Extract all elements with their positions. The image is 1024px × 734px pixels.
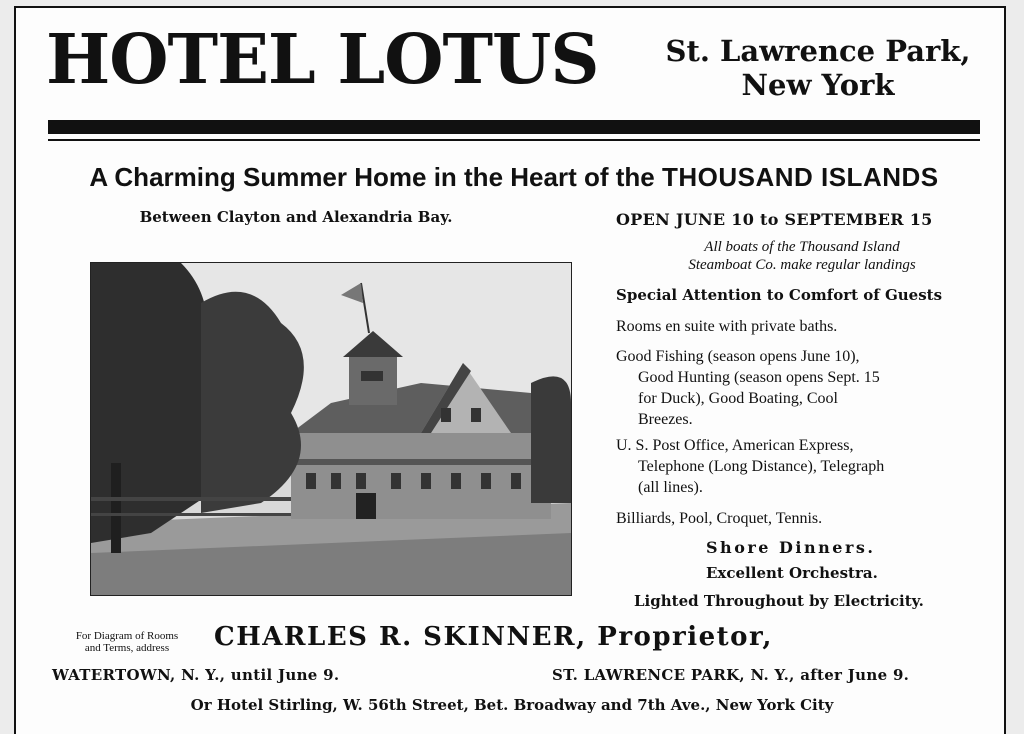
boats-line-1: All boats of the Thousand Island: [704, 239, 900, 255]
hotel-photo: [90, 262, 572, 596]
stirling-address: Or Hotel Stirling, W. 56th Street, Bet. Broadway and 7th Ave., New York City: [190, 696, 834, 714]
diagram-line-2: and Terms, address: [84, 642, 170, 654]
advertisement-page: [14, 6, 1006, 734]
post-line-2: Telephone (Long Distance), Telegraph: [638, 458, 885, 475]
games-text: Billiards, Pool, Croquet, Tennis.: [616, 510, 823, 527]
fishing-line-2: Good Hunting (season opens Sept. 15: [638, 369, 880, 386]
fishing-line-4: Breezes.: [638, 411, 693, 428]
diagram-line-1: For Diagram of Rooms: [75, 630, 179, 642]
services-text: [616, 435, 988, 498]
post-line-3: (all lines).: [638, 479, 703, 496]
headline-lead: A Charming Summer Home in the Heart of the: [89, 162, 662, 192]
diagram-note: [52, 630, 202, 654]
orchestra: Excellent Orchestra.: [706, 564, 878, 582]
thick-rule: [48, 120, 980, 134]
hotel-title: HOTEL LOTUS: [46, 20, 599, 100]
boats-note: [616, 238, 988, 274]
location-line-1: St. Lawrence Park,: [665, 34, 971, 68]
shore-dinners: Shore Dinners.: [706, 538, 876, 557]
thin-rule: [48, 139, 980, 141]
location-line-2: New York: [741, 68, 895, 102]
headline: [48, 162, 980, 193]
season-dates: OPEN JUNE 10 to SEPTEMBER 15: [616, 210, 933, 229]
rooms-text: Rooms en suite with private baths.: [616, 318, 838, 335]
st-lawrence-address: ST. LAWRENCE PARK, N. Y., after June 9.: [552, 666, 910, 684]
headline-emphasis: THOUSAND ISLANDS: [661, 162, 939, 192]
activities-text: [616, 346, 988, 430]
between-towns: Between Clayton and Alexandria Bay.: [139, 208, 453, 226]
post-line-1: U. S. Post Office, American Express,: [616, 437, 854, 454]
watertown-address: WATERTOWN, N. Y., until June 9.: [52, 666, 340, 684]
electricity: Lighted Throughout by Electricity.: [634, 592, 924, 610]
hotel-photo-illustration: [91, 263, 571, 595]
fishing-line-1: Good Fishing (season opens June 10),: [616, 348, 860, 365]
hotel-location: [638, 34, 998, 102]
proprietor-name: CHARLES R. SKINNER, Proprietor,: [214, 622, 773, 652]
boats-line-2: Steamboat Co. make regular landings: [688, 257, 916, 273]
fishing-line-3: for Duck), Good Boating, Cool: [638, 390, 838, 407]
special-attention: Special Attention to Comfort of Guests: [616, 286, 943, 304]
